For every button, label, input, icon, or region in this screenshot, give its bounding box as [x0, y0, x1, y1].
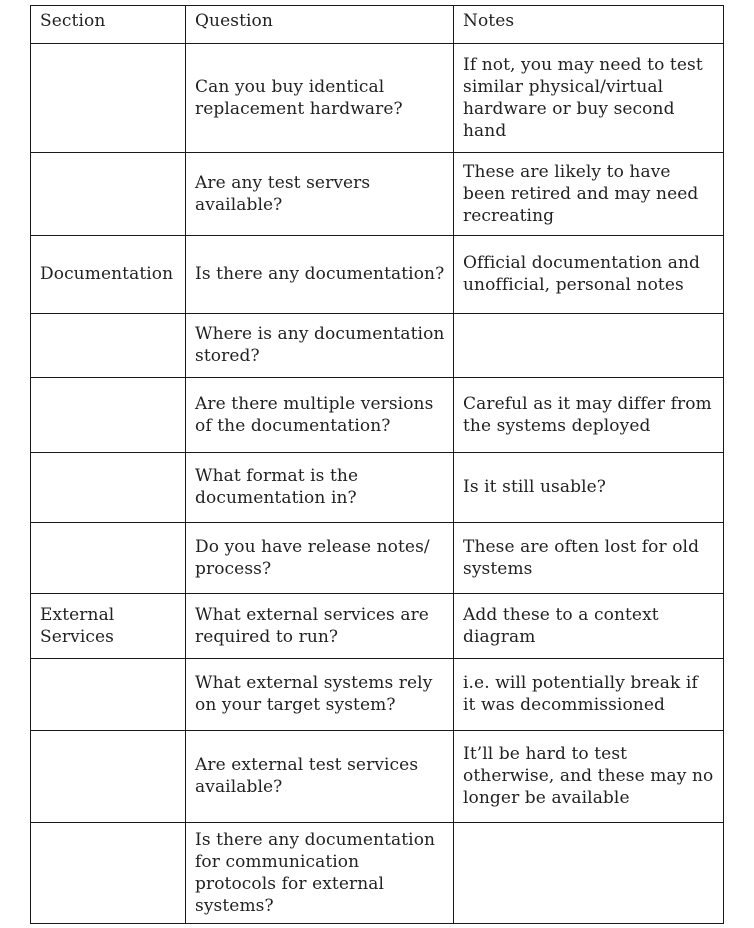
cell-section — [31, 731, 186, 823]
cell-section: External Services — [31, 594, 186, 659]
table-row — [31, 453, 724, 523]
cell-question: Is there any documentation? — [186, 236, 454, 314]
cell-question: What external systems rely on your target system? — [186, 659, 454, 731]
cell-question: Can you buy identical replacement hardware? — [186, 44, 454, 153]
cell-question: Do you have release notes/ process? — [186, 523, 454, 594]
table-row — [31, 153, 724, 236]
cell-question: Is there any documentation for communication protocols for external systems? — [186, 823, 454, 924]
table-row — [31, 236, 724, 314]
cell-section — [31, 153, 186, 236]
checklist-table — [30, 5, 724, 924]
cell-notes: Is it still usable? — [454, 453, 724, 523]
cell-notes: It’ll be hard to test otherwise, and these may no longer be available — [454, 731, 724, 823]
cell-question: What format is the documentation in? — [186, 453, 454, 523]
table-row — [31, 314, 724, 378]
cell-notes: i.e. will potentially break if it was decommissioned — [454, 659, 724, 731]
table-row — [31, 823, 724, 924]
cell-section: Documentation — [31, 236, 186, 314]
cell-notes — [454, 314, 724, 378]
cell-question: Are there multiple versions of the documentation? — [186, 378, 454, 453]
cell-section — [31, 523, 186, 594]
cell-notes: These are likely to have been retired and may need recreating — [454, 153, 724, 236]
cell-section — [31, 659, 186, 731]
cell-question: Are any test servers available? — [186, 153, 454, 236]
cell-section — [31, 453, 186, 523]
cell-notes: Careful as it may differ from the systems deployed — [454, 378, 724, 453]
table-row — [31, 44, 724, 153]
cell-notes: Official documentation and unofficial, personal notes — [454, 236, 724, 314]
table-row — [31, 731, 724, 823]
cell-section — [31, 823, 186, 924]
cell-notes: These are often lost for old systems — [454, 523, 724, 594]
table-header-row — [31, 6, 724, 44]
cell-question: Are external test services available? — [186, 731, 454, 823]
table-row — [31, 659, 724, 731]
table-row — [31, 523, 724, 594]
cell-section — [31, 44, 186, 153]
table-row — [31, 594, 724, 659]
cell-question: What external services are required to run? — [186, 594, 454, 659]
table-row — [31, 378, 724, 453]
header-question: Question — [186, 6, 454, 44]
cell-notes: If not, you may need to test similar physical/virtual hardware or buy second hand — [454, 44, 724, 153]
cell-notes: Add these to a context diagram — [454, 594, 724, 659]
cell-section — [31, 378, 186, 453]
header-section: Section — [31, 6, 186, 44]
header-notes: Notes — [454, 6, 724, 44]
cell-question: Where is any documentation stored? — [186, 314, 454, 378]
cell-section — [31, 314, 186, 378]
cell-notes — [454, 823, 724, 924]
